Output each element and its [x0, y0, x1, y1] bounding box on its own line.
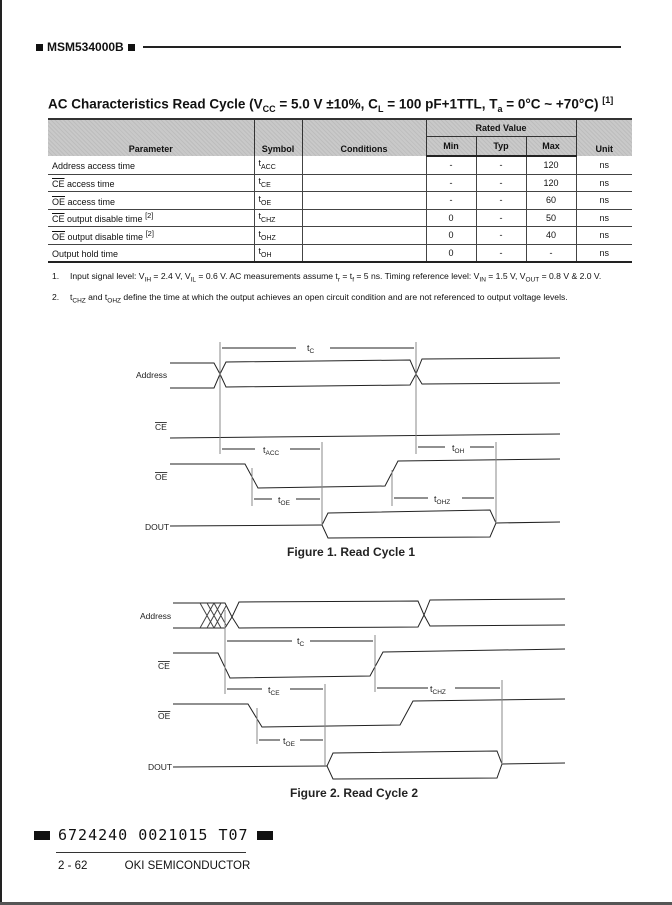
cell-max: 50: [526, 209, 576, 227]
symbol-sub: CHZ: [261, 217, 276, 225]
title-text: = 0°C ~ +70°C): [502, 96, 599, 112]
note-ref: [2]: [145, 211, 154, 221]
symbol-t: t: [258, 228, 262, 239]
company-name: OKI SEMICONDUCTOR: [124, 860, 251, 872]
timing-label-tohz: $t_{OHZ}$: [434, 494, 451, 506]
address-waveform-low: [170, 374, 560, 388]
cell-unit: ns: [576, 192, 632, 210]
cell-max: 120: [526, 174, 576, 192]
header-max: Max: [526, 137, 576, 157]
cell-conditions: [302, 192, 426, 210]
cell-typ: -: [476, 174, 526, 192]
page-header: [36, 40, 621, 54]
header-rated-value: Rated Value: [426, 119, 576, 137]
barcode-block-icon: [34, 831, 50, 840]
symbol-sub: OE: [261, 199, 272, 207]
cell-conditions: [302, 209, 426, 227]
parameter-text: Output hold time: [52, 249, 119, 260]
cell-min: -: [426, 174, 476, 192]
parameter-text: Address access time: [52, 161, 136, 172]
cell-min: 0: [426, 209, 476, 227]
cell-conditions: [302, 244, 426, 262]
symbol-t: t: [258, 176, 262, 187]
timing-label-tchz: $t_{CHZ}$: [430, 684, 446, 696]
footnote-number: 2.: [52, 291, 60, 302]
cell-min: 0: [426, 244, 476, 262]
parameter-text: access time: [64, 179, 115, 190]
table-row: [48, 209, 632, 227]
signal-label-dout: DOUT: [148, 762, 173, 772]
footnote-text: $t_{CHZ}$ and $t_{OHZ}$ define the time at which the output achieves an open circuit condition and are not referenced to output voltage levels.: [70, 291, 568, 305]
timing-label-toe: $t_{OE}$: [283, 736, 295, 748]
symbol-sub: OHZ: [261, 234, 276, 242]
title-sub: L: [377, 104, 384, 115]
page-footer: [58, 860, 284, 872]
title-footnote-ref: [1]: [602, 95, 614, 105]
figure-2-timing-diagram: [0, 580, 672, 805]
header-parameter: Parameter: [48, 119, 254, 156]
header-min: Min: [426, 137, 476, 157]
parameter-text: output disable time: [64, 214, 146, 225]
cell-unit: ns: [576, 156, 632, 174]
cell-max: 120: [526, 156, 576, 174]
dout-line-right: [502, 763, 565, 764]
cell-parameter: [48, 156, 254, 174]
table-row: [48, 192, 632, 210]
dout-line-left: [173, 766, 327, 767]
title-text: AC Characteristics Read Cycle (V: [48, 96, 263, 112]
header-conditions: Conditions: [302, 119, 426, 156]
title-sub: a: [497, 104, 503, 115]
address-waveform-low: [173, 615, 565, 628]
timing-label-toh: $t_{OH}$: [452, 443, 465, 455]
timing-label-tc: $t_C$: [307, 343, 315, 355]
overline-signal: $\overline{CE}$: [52, 214, 65, 225]
cell-min: -: [426, 156, 476, 174]
barcode-text: 6724240 0021015 T07: [58, 826, 249, 844]
barcode-block-icon: [257, 831, 273, 840]
footnote-text: Input signal level: $V_{IH} = 2.4$ V, $V_{IL} = 0.6$ V. AC measurements assume $t_r = t_f = 5$ ns. Timing reference level: $V_{IN} = 1.5$ V, $V_{OUT} = 0.8$ V & 2.0 V.: [70, 271, 602, 284]
dout-valid: [327, 751, 502, 779]
cell-typ: -: [476, 244, 526, 262]
signal-label-address: Address: [136, 370, 168, 380]
symbol-sub: OH: [261, 252, 272, 260]
cell-parameter: [48, 174, 254, 192]
signal-label-oe: OE: [155, 472, 168, 482]
signal-label-ce: CE: [155, 422, 167, 432]
figure-1-timing-diagram: [0, 330, 672, 565]
footnote-number: 1.: [52, 271, 60, 281]
page-number: 2 - 62: [58, 860, 88, 872]
cell-max: -: [526, 244, 576, 262]
oe-waveform: [170, 459, 560, 488]
dout-line-right: [496, 522, 560, 523]
overline-signal: $\overline{OE}$: [52, 231, 66, 242]
table-row: [48, 174, 632, 192]
symbol-sub: ACC: [261, 164, 276, 172]
address-waveform: [170, 358, 560, 374]
overline-signal: $\overline{OE}$: [52, 196, 66, 207]
cell-min: -: [426, 192, 476, 210]
symbol-sub: CE: [261, 182, 271, 190]
title-text: = 5.0 V ±10%, C: [275, 96, 378, 112]
cell-parameter: [48, 244, 254, 262]
address-waveform: [173, 599, 565, 617]
table-row: [48, 156, 632, 174]
header-symbol: Symbol: [254, 119, 302, 156]
address-hatch: [200, 603, 226, 628]
footer-rule: [56, 852, 246, 853]
title-sub: CC: [262, 104, 276, 115]
cell-symbol: [254, 244, 302, 262]
cell-unit: ns: [576, 174, 632, 192]
cell-symbol: [254, 174, 302, 192]
cell-conditions: [302, 156, 426, 174]
dout-line-left: [170, 525, 322, 526]
ce-waveform: [170, 434, 560, 438]
parameter-text: output disable time: [65, 231, 146, 242]
cell-parameter: [48, 227, 254, 245]
cell-unit: ns: [576, 209, 632, 227]
timing-label-toe: $t_{OE}$: [278, 495, 290, 507]
dout-valid: [322, 510, 496, 538]
cell-unit: ns: [576, 244, 632, 262]
symbol-t: t: [258, 158, 262, 169]
timing-label-tacc: $t_{ACC}$: [263, 445, 280, 457]
cell-conditions: [302, 174, 426, 192]
signal-label-dout: DOUT: [145, 522, 170, 532]
signal-label-ce: CE: [158, 661, 170, 671]
signal-label-address: Address: [140, 611, 172, 621]
footnote-1: [52, 268, 601, 289]
cell-typ: -: [476, 227, 526, 245]
table-row: [48, 227, 632, 245]
cell-conditions: [302, 227, 426, 245]
cell-min: 0: [426, 227, 476, 245]
barcode-line: [34, 826, 273, 844]
footnotes: [52, 268, 601, 309]
cell-symbol: [254, 156, 302, 174]
header-unit: Unit: [576, 119, 632, 156]
cell-typ: -: [476, 192, 526, 210]
cell-typ: -: [476, 209, 526, 227]
note-ref: [2]: [145, 228, 154, 238]
cell-max: 60: [526, 192, 576, 210]
signal-label-oe: OE: [158, 711, 171, 721]
cell-symbol: [254, 192, 302, 210]
timing-label-tce: $t_{CE}$: [268, 685, 280, 697]
cell-max: 40: [526, 227, 576, 245]
footnote-2: [52, 289, 601, 310]
parameter-text: access time: [65, 196, 116, 207]
ac-characteristics-table: [48, 118, 632, 263]
cell-symbol: [254, 227, 302, 245]
timing-label-tc: $t_C$: [297, 636, 305, 648]
symbol-t: t: [258, 246, 262, 257]
cell-unit: ns: [576, 227, 632, 245]
part-number: MSM534000B: [47, 40, 124, 54]
overline-signal: $\overline{CE}$: [52, 179, 65, 190]
square-bullet-icon: [36, 44, 43, 51]
cell-parameter: [48, 209, 254, 227]
cell-parameter: [48, 192, 254, 210]
header-typ: Typ: [476, 137, 526, 157]
symbol-t: t: [258, 193, 262, 204]
symbol-t: t: [258, 211, 262, 222]
ce-waveform: [173, 649, 565, 678]
square-bullet-icon: [128, 44, 135, 51]
header-rule: [143, 46, 621, 48]
cell-symbol: [254, 209, 302, 227]
title-text: = 100 pF+1TTL, T: [383, 96, 498, 112]
oe-waveform: [173, 699, 565, 727]
table-row: [48, 244, 632, 262]
cell-typ: -: [476, 156, 526, 174]
figure-2-caption: Figure 2. Read Cycle 2: [290, 786, 419, 800]
figure-1-caption: Figure 1. Read Cycle 1: [287, 545, 416, 559]
section-title: [48, 95, 613, 114]
